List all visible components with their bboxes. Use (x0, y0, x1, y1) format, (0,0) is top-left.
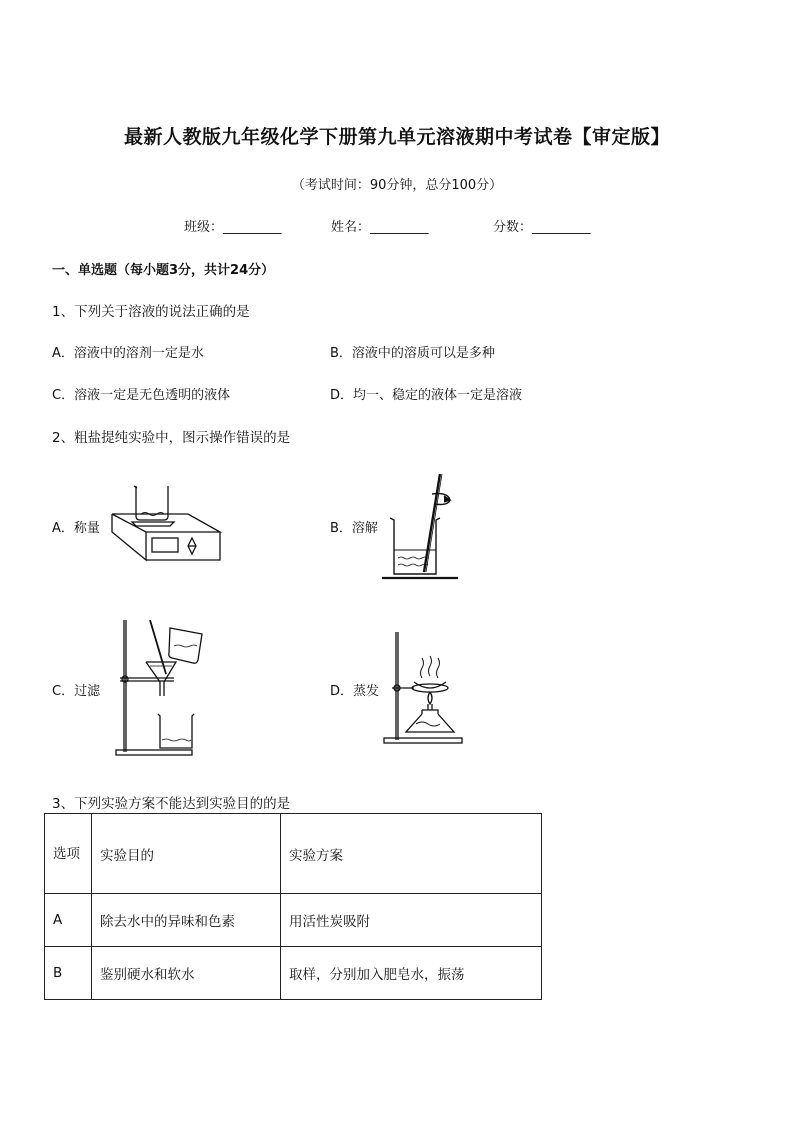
q2-option-b[interactable]: B．溶解 (330, 521, 378, 536)
q1-option-d[interactable]: D．均一、稳定的液体一定是溶液 (330, 388, 523, 403)
name-field[interactable]: 姓名：_________ (331, 220, 429, 235)
table-cell: 用活性炭吸附 (281, 894, 542, 947)
q1-option-b[interactable]: B．溶液中的溶质可以是多种 (330, 346, 495, 361)
q2-option-d[interactable]: D．蒸发 (330, 684, 380, 699)
question-2-stem: 2、粗盐提纯实验中，图示操作错误的是 (52, 430, 291, 446)
table-header-cell: 实验目的 (92, 814, 281, 894)
q1-option-a[interactable]: A．溶液中的溶剂一定是水 (52, 346, 204, 361)
filtration-setup-icon (112, 616, 212, 760)
section-heading: 一、单选题（每小题3分，共计24分） (52, 263, 275, 278)
table-row (45, 894, 542, 947)
q1-option-c[interactable]: C．溶液一定是无色透明的液体 (52, 388, 231, 403)
question-3-table (44, 813, 542, 1000)
table-cell: 取样，分别加入肥皂水，振荡 (281, 947, 542, 1000)
evaporation-setup-icon (382, 628, 466, 746)
table-cell: A (45, 894, 92, 947)
q2-option-c[interactable]: C．过滤 (52, 684, 101, 699)
exam-subtitle: （考试时间：90分钟，总分100分） (291, 178, 503, 193)
table-cell: B (45, 947, 92, 1000)
score-field[interactable]: 分数：_________ (493, 220, 591, 235)
table-cell: 鉴别硬水和软水 (92, 947, 281, 1000)
question-1-stem: 1、下列关于溶液的说法正确的是 (52, 304, 250, 320)
beaker-dissolving-icon (382, 470, 472, 582)
q2-option-a[interactable]: A．称量 (52, 521, 100, 536)
balance-weighing-icon (108, 476, 224, 566)
table-cell: 除去水中的异味和色素 (92, 894, 281, 947)
table-header-cell: 选项 (45, 814, 92, 894)
class-field[interactable]: 班级：_________ (184, 220, 282, 235)
question-3-stem: 3、下列实验方案不能达到实验目的的是 (52, 796, 291, 812)
table-row (45, 947, 542, 1000)
table-header-cell: 实验方案 (281, 814, 542, 894)
table-header-row (45, 814, 542, 894)
exam-title: 最新人教版九年级化学下册第九单元溶液期中考试卷【审定版】 (123, 126, 670, 148)
